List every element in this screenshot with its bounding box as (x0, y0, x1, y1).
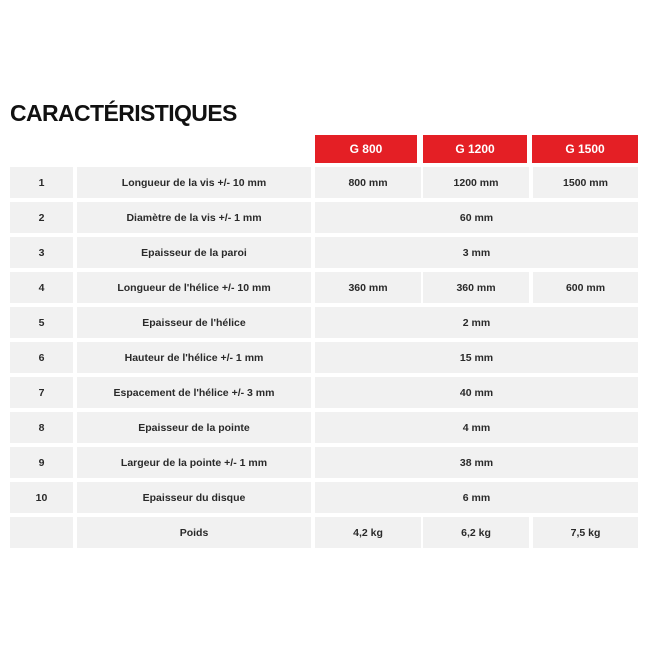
row-label: Epaisseur du disque (77, 482, 311, 513)
value-g1500: 1500 mm (533, 167, 638, 198)
value-g1500: 7,5 kg (533, 517, 638, 548)
column-header-g800: G 800 (315, 135, 417, 163)
specifications-table (10, 167, 638, 552)
row-label: Espacement de l'hélice +/- 3 mm (77, 377, 311, 408)
row-number: 8 (10, 412, 73, 443)
value-all-models: 6 mm (315, 482, 638, 513)
value-all-models: 3 mm (315, 237, 638, 268)
row-label: Epaisseur de la pointe (77, 412, 311, 443)
column-header-g1500: G 1500 (532, 135, 638, 163)
row-label: Longueur de l'hélice +/- 10 mm (77, 272, 311, 303)
row-label: Diamètre de la vis +/- 1 mm (77, 202, 311, 233)
row-number: 10 (10, 482, 73, 513)
table-row (10, 272, 638, 303)
table-row (10, 517, 638, 548)
value-all-models: 60 mm (315, 202, 638, 233)
table-row (10, 447, 638, 478)
row-number: 6 (10, 342, 73, 373)
row-number: 9 (10, 447, 73, 478)
table-row (10, 237, 638, 268)
page-title: CARACTÉRISTIQUES (10, 100, 237, 126)
table-row (10, 412, 638, 443)
value-all-models: 4 mm (315, 412, 638, 443)
value-all-models: 15 mm (315, 342, 638, 373)
row-number: 7 (10, 377, 73, 408)
row-number: 2 (10, 202, 73, 233)
table-row (10, 202, 638, 233)
value-all-models: 40 mm (315, 377, 638, 408)
value-all-models: 2 mm (315, 307, 638, 338)
row-label: Hauteur de l'hélice +/- 1 mm (77, 342, 311, 373)
value-g800: 360 mm (315, 272, 421, 303)
row-label: Longueur de la vis +/- 10 mm (77, 167, 311, 198)
table-row (10, 167, 638, 198)
value-g800: 4,2 kg (315, 517, 421, 548)
row-label: Epaisseur de la paroi (77, 237, 311, 268)
table-row (10, 377, 638, 408)
column-header-g1200: G 1200 (423, 135, 527, 163)
table-row (10, 482, 638, 513)
value-g1200: 1200 mm (423, 167, 529, 198)
row-number: 1 (10, 167, 73, 198)
value-all-models: 38 mm (315, 447, 638, 478)
row-label: Largeur de la pointe +/- 1 mm (77, 447, 311, 478)
row-number (10, 517, 73, 548)
table-row (10, 307, 638, 338)
row-label: Poids (77, 517, 311, 548)
row-label: Epaisseur de l'hélice (77, 307, 311, 338)
row-number: 5 (10, 307, 73, 338)
value-g1500: 600 mm (533, 272, 638, 303)
row-number: 4 (10, 272, 73, 303)
row-number: 3 (10, 237, 73, 268)
table-row (10, 342, 638, 373)
value-g1200: 6,2 kg (423, 517, 529, 548)
value-g1200: 360 mm (423, 272, 529, 303)
value-g800: 800 mm (315, 167, 421, 198)
